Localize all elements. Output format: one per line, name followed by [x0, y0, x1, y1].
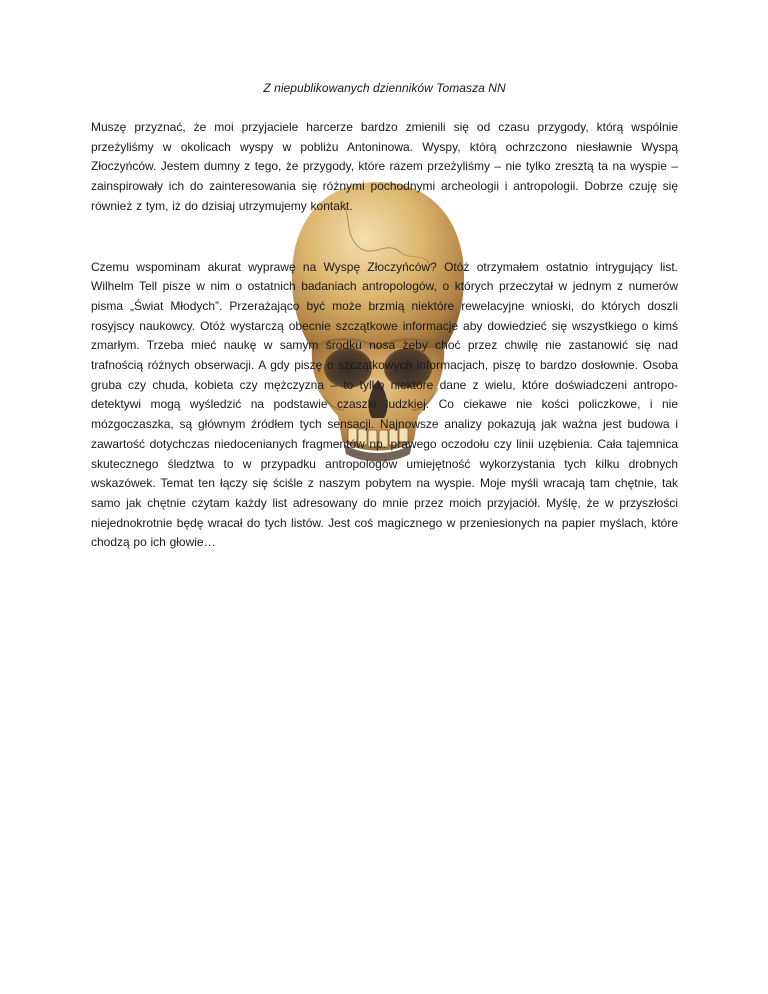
document-title: Z niepublikowanych dzienników Tomasza NN [263, 81, 506, 95]
paragraph-2: Czemu wspominam akurat wyprawę na Wyspę Złoczyńców? Otóż otrzymałem ostatnio intrygujący list. Wilhelm Tell pisze w nim o ostatnich badaniach antropologów, o których przeczytał w jednym z numerów pisma „Świat Młodych”. Przerażająco być może brzmią niektóre rewelacyjne wnioski, do których doszli rosyjscy naukowcy. Otóż wystarczą obecnie szczątkowe informacje aby dowiedzieć się wszystkiego o kimś zmarłym. Trzeba mieć naukę w samym środku nosa żeby choć przez chwilę nie zastanowić się nad trafnością różnych obserwacji. A gdy piszę o szczątkowych informacjach, piszę to bardzo dosłownie. Osoba gruba czy chuda, kobieta czy mężczyzna – to tylko niektóre dane z wielu, które doświadczeni antropo-detektywi mogą wyśledzić na podstawie czaszki ludzkiej. Co ciekawe nie kości policzkowe, i nie mózgoczaszka, są głównym źródłem tych sensacji. Najnowsze analizy pokazują jak ważna jest budowa i zawartość dotychczas niedocenianych fragmentów np. prawego oczodołu czy linii uzębienia. Cała tajemnica skutecznego śledztwa to w przypadku antropologów umiejętność wykorzystania tych kilku drobnych wskazówek. Temat ten łączy się ściśle z naszym pobytem na wyspie. Moje myśli wracają tam chętnie, tak samo jak chętnie czytam każdy list adresowany do mnie przez moich przyjaciół. Myślę, że w przyszłości niejednokrotnie będę wracał do tych listów. Jest coś magicznego w przeniesionych na papier myślach, które chodzą po ich głowie… [91, 259, 678, 550]
paragraph-1: Muszę przyznać, że moi przyjaciele harcerze bardzo zmienili się od czasu przygody, którą wspólnie przeżyliśmy w okolicach wyspy w pobliżu Antoninowa. Wyspy, którą ochrzczono niesławnie Wyspą Złoczyńców. Jestem dumny z tego, że przygody, które razem przeżyliśmy – nie tylko zresztą ta na wyspie – zainspirowały ich do zainteresowania się różnymi pochodnymi archeologii i antropologii. Dobrze czuję się również z tym, iż do dzisiaj utrzymujemy kontakt. [91, 120, 678, 213]
document-content [91, 80, 678, 553]
